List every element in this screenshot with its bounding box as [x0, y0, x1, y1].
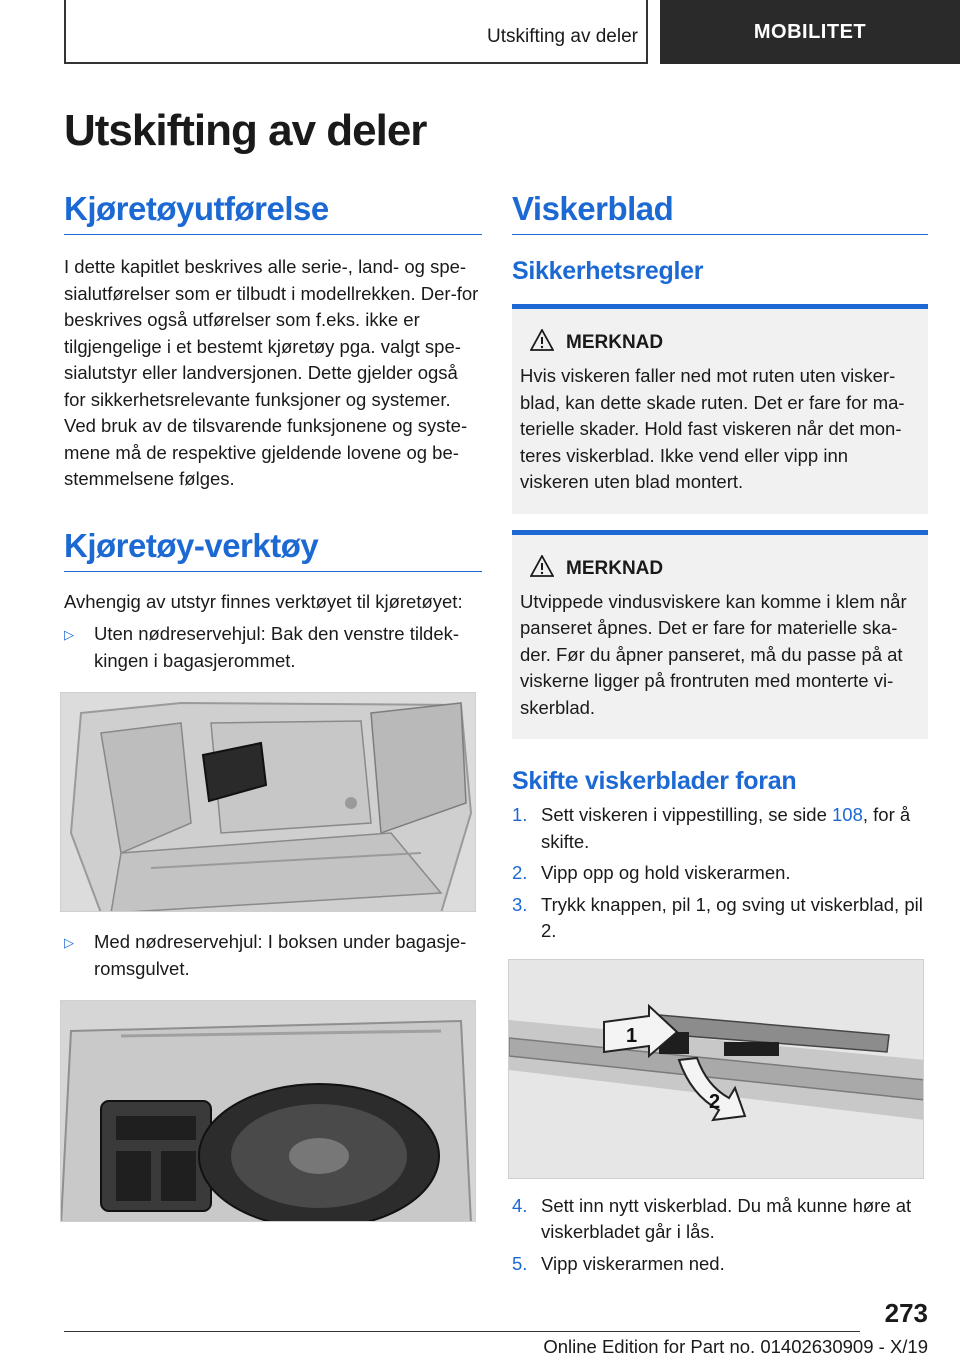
header-frame-left [64, 0, 66, 64]
spare-wheel-figure [60, 1000, 476, 1222]
safety-heading: Sikkerhetsregler [512, 257, 704, 285]
replace-heading: Skifte viskerblader foran [512, 767, 797, 795]
wiper-heading: Viskerblad [512, 190, 928, 235]
trunk-illustration [61, 693, 476, 912]
vehicle-text: I dette kapitlet beskrives alle serie-, land- og spe-sialutførelser som er tilbudt i modellrekken. Der-for beskrives også utførelser som f.eks. ikke er tilgjengelige i et bestemt kjøretøy pga. valgt spe-sialutstyr eller landversjonen. Dette gjelder også for sikkerhetsrelevante funksjoner og systemer. Ved bruk av de tilsvarende funksjonene og syste-mene må de respektive gjeldende lovene og be-stemmelsene følges. [64, 256, 479, 489]
left-column [64, 190, 482, 1222]
notice-title: MERKNAD [566, 332, 664, 353]
bullet-text: Uten nødreservehjul: Bak den venstre tildek-kingen i bagasjerommet. [94, 623, 460, 671]
arrow-label-1: 1 [626, 1024, 638, 1047]
tools-intro: Avhengig av utstyr finnes verktøyet til kjøretøyet: [64, 590, 463, 612]
list-item [64, 621, 482, 674]
wiper-illustration [509, 960, 924, 1179]
list-item [512, 802, 928, 855]
list-item [512, 892, 928, 945]
step-text: Vipp viskerarmen ned. [541, 1252, 725, 1274]
page-number: 273 [884, 1298, 928, 1328]
vehicle-heading: Kjøretøyutførelse [64, 190, 482, 235]
step-text: Sett viskeren i vippestilling, se side 108, for å skifte. [541, 804, 911, 852]
footer-divider [64, 1331, 860, 1332]
arrow-label-2: 2 [709, 1090, 721, 1113]
list-item [512, 1193, 928, 1246]
header-frame-right [646, 0, 648, 64]
step-text: Trykk knappen, pil 1, og sving ut viskerblad, pil 2. [541, 893, 923, 941]
header-frame-bottom [64, 62, 648, 64]
wiper-figure [508, 959, 924, 1179]
warning-triangle-icon [520, 329, 566, 357]
trunk-figure [60, 692, 476, 912]
header-chapter-tab[interactable]: MOBILITET [660, 0, 960, 64]
notice-title: MERKNAD [566, 557, 664, 579]
right-column [512, 190, 928, 1282]
page-title: Utskifting av deler [64, 106, 427, 155]
notice-header [520, 329, 920, 357]
triangle-bullet-icon: ▷ [64, 935, 74, 950]
footer-edition: Online Edition for Part no. 01402630909 - X/19 [543, 1336, 928, 1357]
warning-triangle-icon [520, 555, 566, 583]
tools-heading: Kjøretøy-verktøy [64, 527, 482, 572]
step-text: Vipp opp og hold viskerarmen. [541, 862, 791, 883]
bullet-text: Med nødreservehjul: I boksen under bagasje-romsgulvet. [94, 931, 467, 979]
notice-text: Utvippede vindusviskere kan komme i klem når panseret åpnes. Det er fare for materielle ska-der. Før du åpner panseret, må du passe på at viskerne ligger på frontruten med monterte vi-skerblad. [520, 590, 907, 718]
spare-wheel-illustration [61, 1001, 476, 1222]
notice-box [512, 304, 928, 514]
step-text: Sett inn nytt viskerblad. Du må kunne høre at viskerbladet går i lås. [541, 1194, 912, 1242]
step-number: 3. [512, 893, 528, 915]
step-number: 4. [512, 1194, 528, 1216]
step-number: 5. [512, 1252, 528, 1274]
list-item [512, 860, 928, 887]
list-item [64, 929, 482, 982]
notice-text: Hvis viskeren faller ned mot ruten uten visker-blad, kan dette skade ruten. Det er fare for ma-terielle skader. Hold fast viskeren når det mon-teres viskerblad. Ikke vend eller vipp inn viskeren uten blad montert. [520, 365, 905, 492]
header-section-title: Utskifting av deler [486, 26, 638, 47]
notice-box [512, 530, 928, 740]
notice-header [520, 555, 920, 583]
step-number: 2. [512, 862, 528, 883]
triangle-bullet-icon: ▷ [64, 627, 74, 642]
step-number: 1. [512, 804, 528, 825]
list-item [512, 1251, 928, 1278]
page-link[interactable]: 108 [832, 804, 863, 825]
